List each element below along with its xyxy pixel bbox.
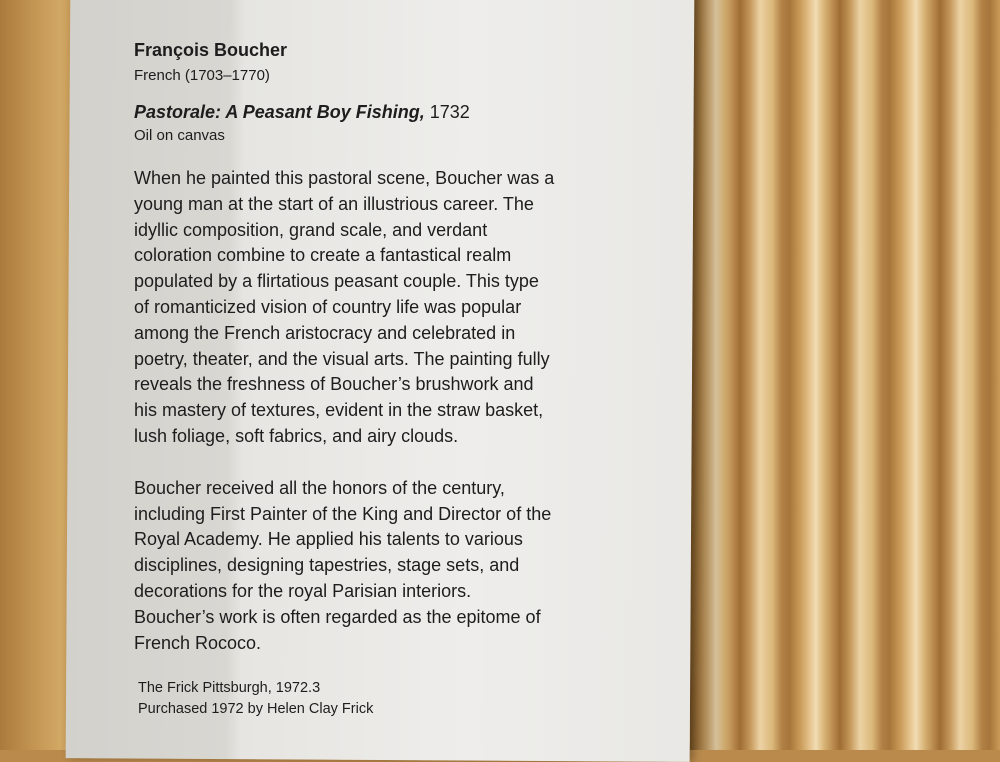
acquisition-credit: Purchased 1972 by Helen Clay Frick <box>138 701 374 718</box>
artwork-title-line <box>134 102 654 123</box>
label-text <box>134 40 654 720</box>
artwork-year: 1732 <box>429 102 470 122</box>
credit-line <box>138 678 654 720</box>
description-paragraph-2: Boucher received all the honors of the century, including First Painter of the King and Director of the Royal Academy. He applied his talents to various disciplines, designing tapestries, stage sets, and decorations for the royal Parisian interiors. Boucher’s work is often regarded as the epitome of French Rococo. <box>134 477 552 653</box>
picture-frame-edge <box>690 0 1000 750</box>
collection-credit: The Frick Pittsburgh, 1972.3 <box>138 680 321 697</box>
artist-name: François Boucher <box>134 40 288 60</box>
artwork-medium: Oil on canvas <box>134 127 225 144</box>
artist-nationality: French (1703–1770) <box>134 67 270 84</box>
frame-shadow <box>690 0 730 750</box>
artwork-title: Pastorale: A Peasant Boy Fishing, <box>134 102 425 122</box>
description-paragraph-1: When he painted this pastoral scene, Boucher was a young man at the start of an illustrious career. The idyllic composition, grand scale, and verdant coloration combine to create a fantastical realm populated by a flirtatious peasant couple. This type of romanticized vision of country life was popular among the French aristocracy and celebrated in poetry, theater, and the visual arts. The painting fully reveals the freshness of Boucher’s brushwork and his mastery of textures, evident in the straw basket, lush foliage, soft fabrics, and airy clouds. <box>134 168 555 446</box>
